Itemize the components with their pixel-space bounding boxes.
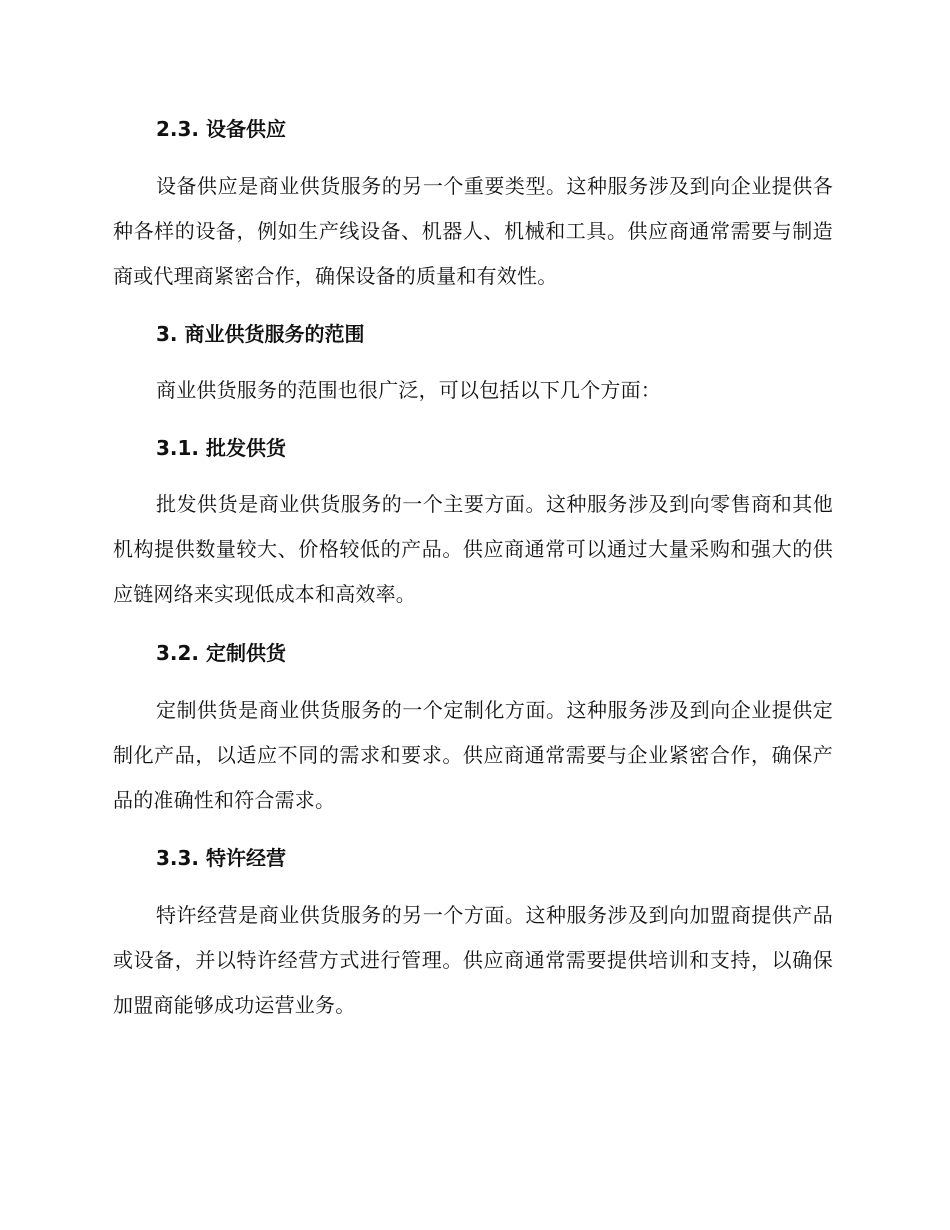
section-heading-3-3: 3.3. 特许经营 [156,846,286,870]
section-heading-2-3: 2.3. 设备供应 [156,117,286,141]
section-body-2-3: 设备供应是商业供货服务的另一个重要类型。这种服务涉及到向企业提供各种各样的设备，例如生产线设备、机器人、机械和工具。供应商通常需要与制造商或代理商紧密合作，确保设备的质量和有效性。 [113,174,833,288]
section-heading-3-2: 3.2. 定制供货 [156,641,286,665]
section-body-3: 商业供货服务的范围也很广泛，可以包括以下几个方面： [156,378,661,402]
section-body-3-2: 定制供货是商业供货服务的一个定制化方面。这种服务涉及到向企业提供定制化产品，以适应不同的需求和要求。供应商通常需要与企业紧密合作，确保产品的准确性和符合需求。 [113,698,833,812]
section-body-3-3: 特许经营是商业供货服务的另一个方面。这种服务涉及到向加盟商提供产品或设备，并以特许经营方式进行管理。供应商通常需要提供培训和支持，以确保加盟商能够成功运营业务。 [113,903,833,1017]
section-body-3-1: 批发供货是商业供货服务的一个主要方面。这种服务涉及到向零售商和其他机构提供数量较大、价格较低的产品。供应商通常可以通过大量采购和强大的供应链网络来实现低成本和高效率。 [113,492,833,606]
section-heading-3: 3. 商业供货服务的范围 [156,322,365,346]
section-heading-3-1: 3.1. 批发供货 [156,436,286,460]
